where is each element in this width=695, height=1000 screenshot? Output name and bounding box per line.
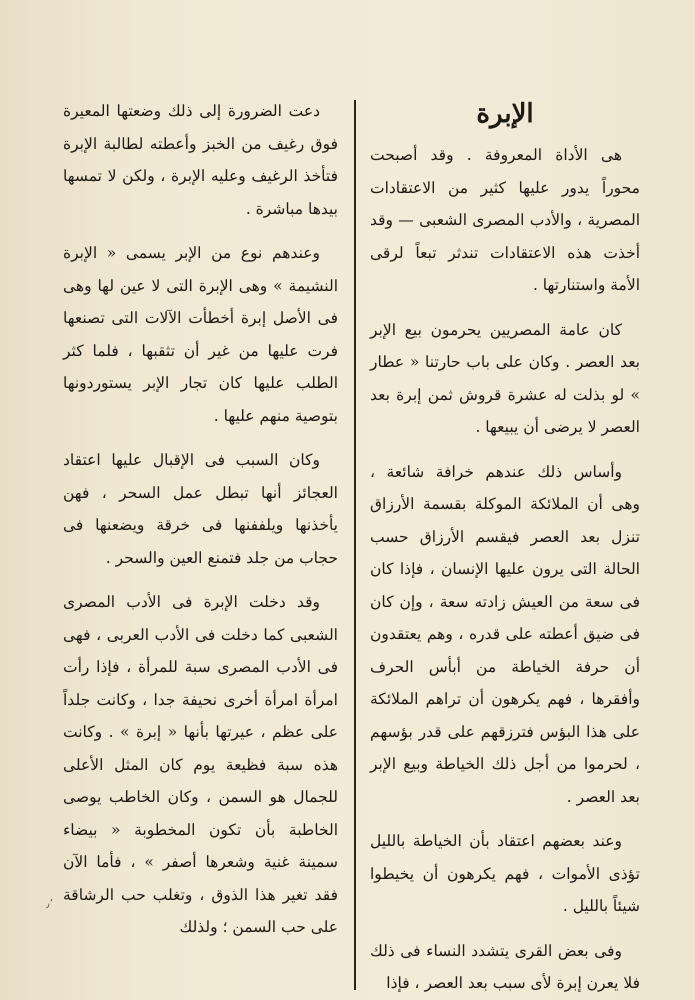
article-heading: الإبرة [476,99,534,129]
paragraph: وفى بعض القرى يتشدد النساء فى ذلك فلا يعرن إبرة لأى سبب بعد العصر ، فإذا [370,941,640,992]
paragraph: وأساس ذلك عندهم خرافة شائعة ، وهى أن الملائكة الموكلة بقسمة الأرزاق تنزل بعد العصر فيقسم الأرزاق حسب الحالة التى يرون عليها الإنسان ، فإذا كان فى سعة من العيش زادته سعة ، وإن كان فى ضيق أعطته على قدره ، وهم يعتقدون أن حرفة الخياطة من أبأس الحرف وأفقرها ، فهم يكرهون أن تراهم الملائكة على هذا البؤس فترزقهم على قدر بؤسهم ، لحرموا من أجل ذلك الخياطة وبيع الإبر بعد العصر . [370,462,640,806]
paragraph: وقد دخلت الإبرة فى الأدب المصرى الشعبى كما دخلت فى الأدب العربى ، فهى فى الأدب المصرى سبة للمرأة ، فإذا رأت امرأة امرأة أخرى نحيفة جدا ، وكانت جلداً على عظم ، عيرتها بأنها « إبرة » . وكانت هذه سبة فظيعة يوم كان المثل الأعلى للجمال هو السمن ، وكان الخاطب يوصى الخاطبة بأن تكون المخطوبة « بيضاء سمينة غنية وشعرها أصفر » ، فأما الآن فقد تغير هذا الذوق ، وتغلب حب الرشاقة على حب السمن ؛ ولذلك [63,593,338,936]
paragraph: وعندهم نوع من الإبر يسمى « الإبرة النشيمة » وهى الإبرة التى لا عين لها وهى فى الأصل إبرة أخطأت الآلات التى تصنعها فرت عليها من غير أن تثقبها ، فلما كثر الطلب عليها كان تجار الإبر يستوردونها بتوصية منهم عليها . [63,244,338,425]
column-divider [354,100,356,990]
paragraph: وعند بعضهم اعتقاد بأن الخياطة بالليل تؤذى الأموات ، فهم يكرهون أن يخيطوا شيئاً بالليل . [370,832,640,915]
margin-mark: ٫٬ [46,897,54,910]
left-column [63,95,338,956]
paragraph: دعت الضرورة إلى ذلك وضعتها المعيرة فوق رغيف من الخبز وأعطته لطالبة الإبرة فتأخذ الرغيف وعليه الإبرة ، ولكن لا تمسها بيدها مباشرة . [63,102,338,218]
paragraph: هى الأداة المعروفة . وقد أصبحت محوراً يدور عليها كثير من الاعتقادات المصرية ، والأدب المصرى الشعبى — وقد أخذت هذه الاعتقادات تندثر تبعاً لرقى الأمة واستنارتها . [370,146,640,294]
right-column [370,95,640,1000]
paragraph: كان عامة المصريين يحرمون بيع الإبر بعد العصر . وكان على باب حارتنا « عطار » لو بذلت له عشرة قروش ثمن إبرة بعد العصر لا يرضى أن يبيعها . [370,320,640,436]
paragraph: وكان السبب فى الإقبال عليها اعتقاد العجائز أنها تبطل عمل السحر ، فهن يأخذنها ويلففنها فى خرقة ويضعنها فى حجاب من جلد فتمنع العين والسحر . [63,451,338,567]
